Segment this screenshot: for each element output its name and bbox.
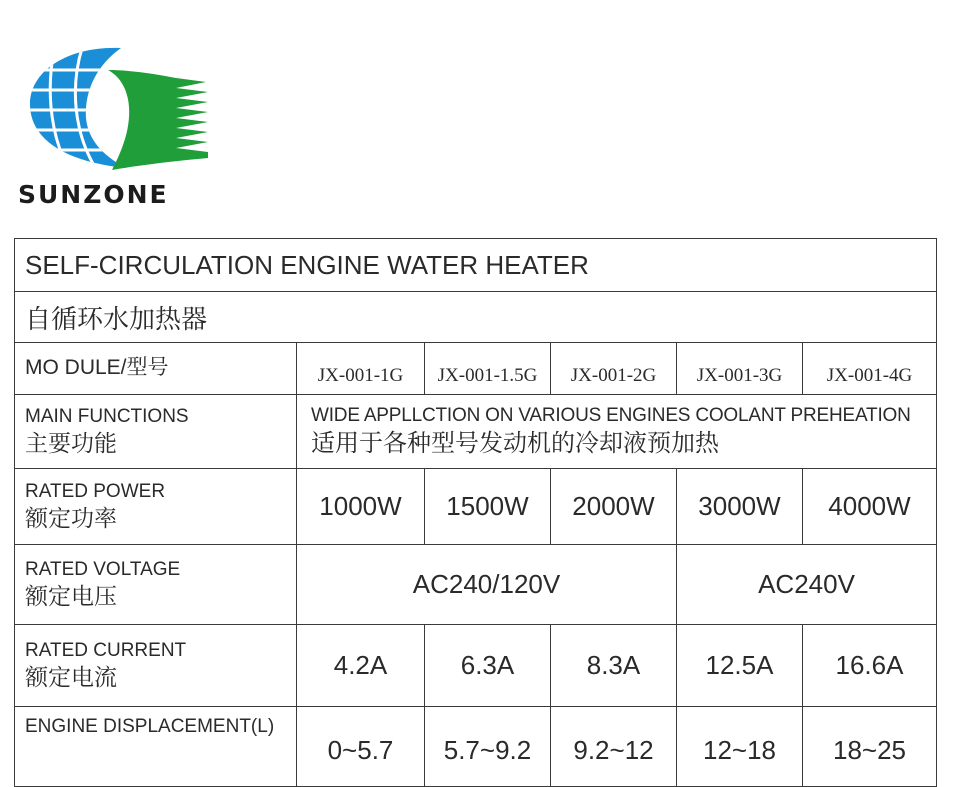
main-functions-value	[297, 395, 937, 469]
model-cell: JX-001-1.5G	[425, 343, 551, 395]
displacement-value: 0~5.7	[297, 707, 425, 787]
power-value: 2000W	[551, 469, 677, 545]
subtitle-row	[15, 292, 937, 343]
rated-current-row	[15, 625, 937, 707]
label-en: RATED VOLTAGE	[25, 559, 181, 581]
functions-en: WIDE APPLLCTION ON VARIOUS ENGINES COOLANT PREHEATION	[311, 404, 911, 426]
main-functions-row	[15, 395, 937, 469]
displacement-value: 18~25	[803, 707, 937, 787]
displacement-value: 5.7~9.2	[425, 707, 551, 787]
label-en: MAIN FUNCTIONS	[25, 406, 189, 428]
current-value: 4.2A	[297, 625, 425, 707]
brand-name: SUNZONE	[18, 180, 169, 209]
rated-voltage-row	[15, 545, 937, 625]
rated-power-row	[15, 469, 937, 545]
power-value: 1500W	[425, 469, 551, 545]
voltage-value: AC240V	[677, 545, 937, 625]
label-en: RATED CURRENT	[25, 640, 187, 662]
voltage-value: AC240/120V	[297, 545, 677, 625]
power-value: 4000W	[803, 469, 937, 545]
table-subtitle: 自循环水加热器	[15, 292, 937, 343]
model-cell: JX-001-2G	[551, 343, 677, 395]
engine-displacement-label	[15, 707, 297, 787]
label-zh: 额定功率	[25, 505, 117, 531]
displacement-value: 12~18	[677, 707, 803, 787]
label-zh: 额定电压	[25, 583, 117, 609]
label-en: RATED POWER	[25, 481, 166, 503]
power-value: 3000W	[677, 469, 803, 545]
rated-power-label	[15, 469, 297, 545]
title-row	[15, 239, 937, 292]
current-value: 12.5A	[677, 625, 803, 707]
module-row	[15, 343, 937, 395]
main-functions-label	[15, 395, 297, 469]
rated-current-label	[15, 625, 297, 707]
rated-voltage-label	[15, 545, 297, 625]
functions-zh: 适用于各种型号发动机的冷却液预加热	[311, 430, 719, 458]
model-cell: JX-001-3G	[677, 343, 803, 395]
engine-displacement-row	[15, 707, 937, 787]
spec-table	[14, 238, 937, 787]
label-zh: 额定电流	[25, 664, 117, 690]
displacement-value: 9.2~12	[551, 707, 677, 787]
model-cell: JX-001-1G	[297, 343, 425, 395]
current-value: 8.3A	[551, 625, 677, 707]
globe-logo-icon	[26, 42, 216, 182]
current-value: 16.6A	[803, 625, 937, 707]
model-cell: JX-001-4G	[803, 343, 937, 395]
current-value: 6.3A	[425, 625, 551, 707]
power-value: 1000W	[297, 469, 425, 545]
label-zh: 主要功能	[25, 430, 117, 456]
module-label: MO DULE/型号	[15, 343, 297, 395]
label-en: ENGINE DISPLACEMENT(L)	[25, 716, 275, 737]
table-title: SELF-CIRCULATION ENGINE WATER HEATER	[15, 239, 937, 292]
